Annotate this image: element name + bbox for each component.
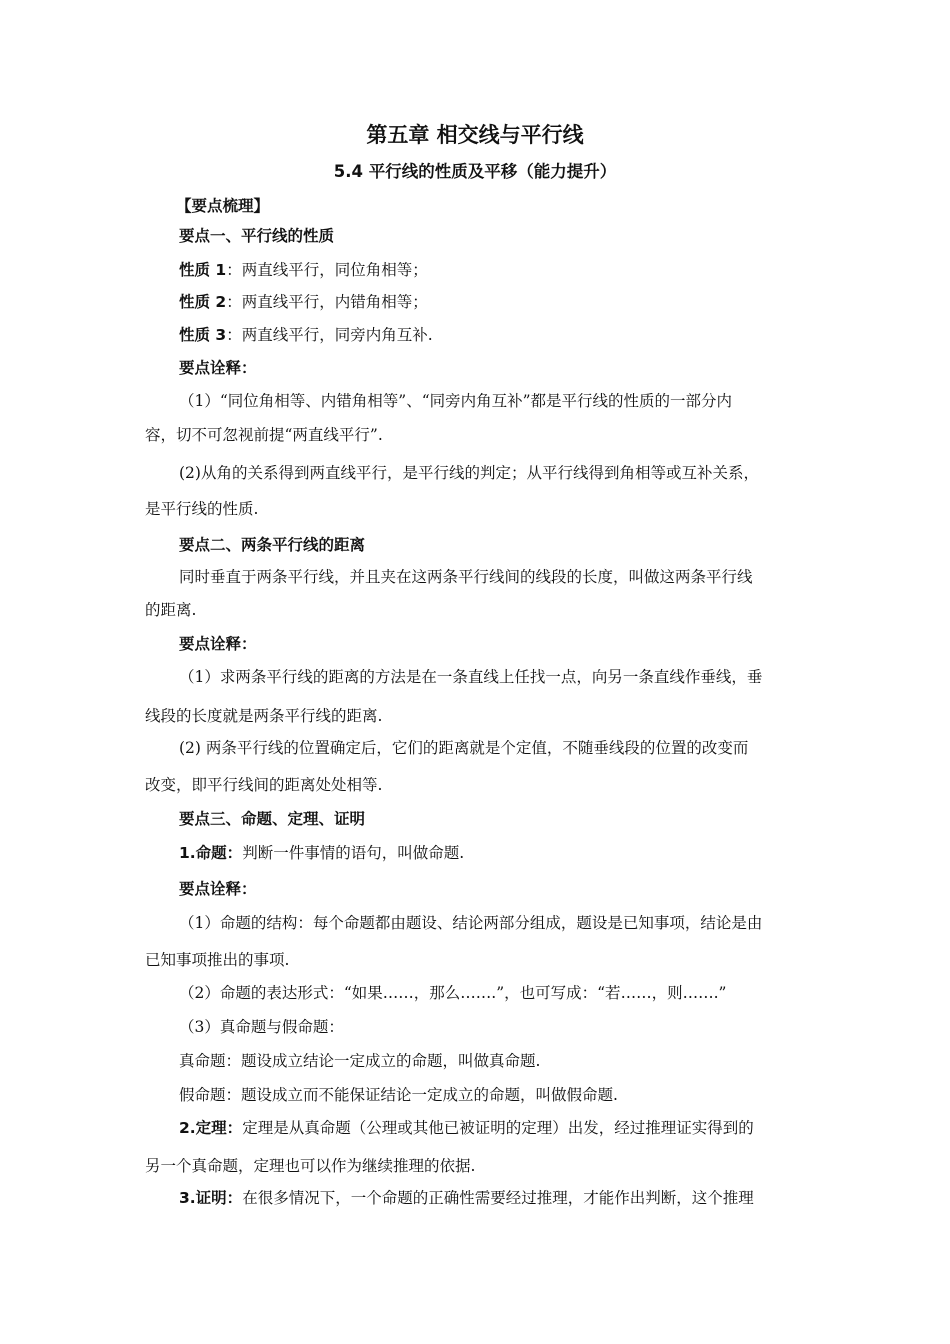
proof-line1 — [179, 1188, 754, 1208]
proposition-definition — [179, 843, 464, 863]
point3-note3: （3）真命题与假命题： — [179, 1018, 344, 1036]
point2-note2-line1: (2) 两条平行线的位置确定后，它们的距离就是个定值，不随垂线段的位置的改变而 — [179, 739, 749, 757]
section-subtitle: 5.4 平行线的性质及平移（能力提升） — [333, 162, 617, 181]
point1-note1-line1: （1）“同位角相等、内错角相等”、“同旁内角互补”都是平行线的性质的一部分内 — [179, 392, 733, 410]
property-1-label: 性质 1 — [179, 261, 227, 279]
proof-text: 在很多情况下，一个命题的正确性需要经过推理，才能作出判断，这个推理 — [242, 1189, 754, 1207]
property-1-text: ：两直线平行，同位角相等； — [226, 261, 428, 279]
theorem-line2: 另一个真命题，定理也可以作为继续推理的依据. — [145, 1157, 476, 1175]
property-2-label: 性质 2 — [179, 293, 227, 311]
point1-heading: 要点一、平行线的性质 — [179, 227, 335, 245]
chapter-title: 第五章 相交线与平行线 — [366, 123, 584, 147]
property-3 — [179, 325, 433, 345]
point2-note1-line2: 线段的长度就是两条平行线的距离. — [145, 707, 383, 725]
property-3-text: ：两直线平行，同旁内角互补. — [226, 326, 433, 344]
theorem-label: 2.定理： — [179, 1119, 243, 1137]
point2-def-line2: 的距离. — [145, 601, 197, 619]
point3-note1-line1: （1）命题的结构：每个命题都由题设、结论两部分组成，题设是已知事项，结论是由 — [179, 914, 763, 932]
property-2 — [179, 292, 428, 312]
point1-note2-line2: 是平行线的性质. — [145, 500, 259, 518]
point3-note1-line2: 已知事项推出的事项. — [145, 951, 290, 969]
proof-label: 3.证明： — [179, 1189, 243, 1207]
point3-note-heading: 要点诠释： — [179, 880, 257, 898]
proposition-label: 1.命题： — [179, 844, 243, 862]
point1-note1-line2: 容，切不可忽视前提“两直线平行”. — [145, 426, 383, 444]
section-header: 【要点梳理】 — [176, 197, 270, 215]
true-proposition: 真命题：题设成立结论一定成立的命题，叫做真命题. — [179, 1052, 541, 1070]
point2-note-heading: 要点诠释： — [179, 635, 257, 653]
false-proposition: 假命题：题设成立而不能保证结论一定成立的命题，叫做假命题. — [179, 1086, 618, 1104]
point1-note2-line1: (2)从角的关系得到两直线平行，是平行线的判定；从平行线得到角相等或互补关系， — [179, 464, 759, 482]
point1-note-heading: 要点诠释： — [179, 359, 257, 377]
proposition-text: 判断一件事情的语句，叫做命题. — [242, 844, 465, 862]
property-3-label: 性质 3 — [179, 326, 227, 344]
theorem-line1 — [179, 1118, 754, 1138]
point2-def-line1: 同时垂直于两条平行线，并且夹在这两条平行线间的线段的长度，叫做这两条平行线 — [179, 568, 753, 586]
point2-note1-line1: （1）求两条平行线的距离的方法是在一条直线上任找一点，向另一条直线作垂线，垂 — [179, 668, 763, 686]
property-2-text: ：两直线平行，内错角相等； — [226, 293, 428, 311]
point2-note2-line2: 改变，即平行线间的距离处处相等. — [145, 776, 383, 794]
point3-heading: 要点三、命题、定理、证明 — [179, 810, 366, 828]
point3-note2: （2）命题的表达形式：“如果……，那么…….”，也可写成：“若……，则…….” — [179, 984, 727, 1002]
point2-heading: 要点二、两条平行线的距离 — [179, 536, 366, 554]
property-1 — [179, 260, 428, 280]
theorem-text: 定理是从真命题（公理或其他已被证明的定理）出发，经过推理证实得到的 — [242, 1119, 754, 1137]
